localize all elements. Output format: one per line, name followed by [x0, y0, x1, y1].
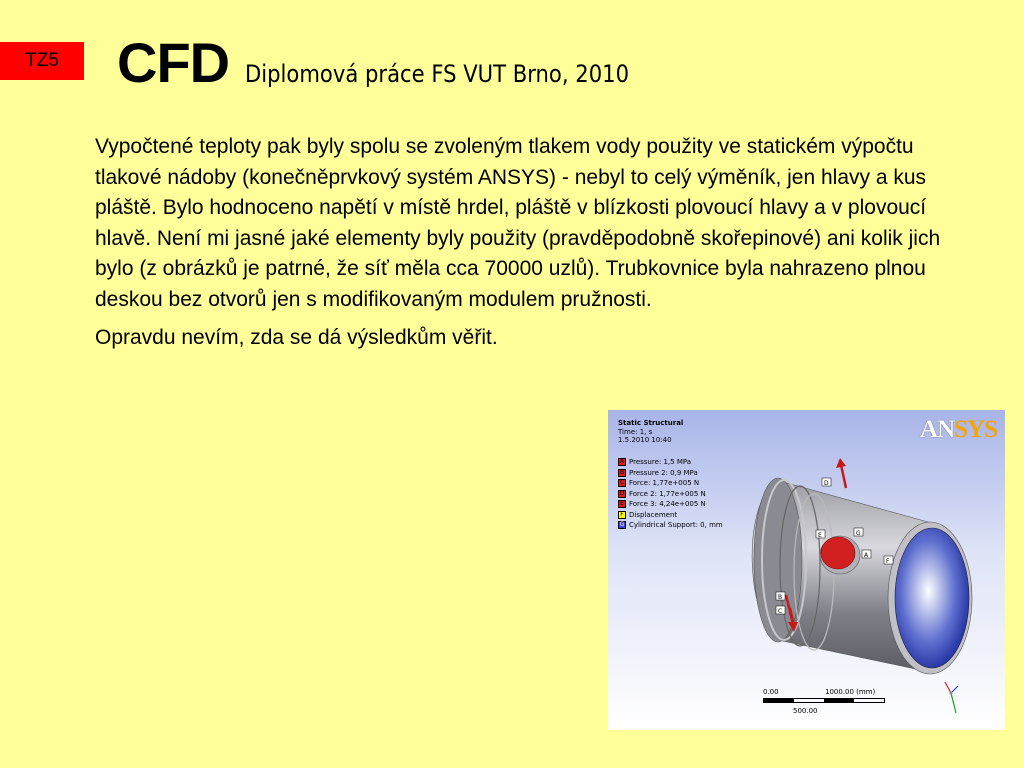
legend-swatch: G	[619, 521, 625, 528]
svg-text:A: A	[864, 552, 869, 559]
analysis-name: Static Structural	[618, 419, 684, 427]
svg-text:G: G	[856, 530, 861, 537]
legend-item: E Force 3: 4,24e+005 N	[618, 499, 723, 510]
legend-item: G Cylindrical Support: 0, mm	[619, 521, 723, 529]
svg-text:D: D	[824, 480, 829, 487]
legend-swatch: E	[618, 500, 626, 508]
slide-tag: TZ5	[0, 42, 84, 80]
paragraph-1: Vypočtené teploty pak byly spolu se zvoleným tlakem vody použity ve statickém výpočtu tlakové nádoby (konečněprvkový systém ANSYS) - nebyl to celý výměník, jen hlavy a kus pláště. Bylo hodnoceno napětí v místě hrdel, pláště v blízkosti plovoucí hlavy a v plovoucí hlavě. Není mi jasné jaké elementy byly použity (pravděpodobně skořepinové) ani kolik jich bylo (z obrázků je patrné, že síť měla cca 70000 uzlů). Trubkovnice byla nahrazeno plnou deskou bez otvorů jen s modifikovaným modulem pružnosti.	[95, 135, 941, 311]
paragraph-2: Opravdu nevím, zda se dá výsledkům věřit.	[95, 326, 498, 349]
slide-body	[95, 132, 975, 362]
slide-title	[117, 30, 682, 95]
title-subtitle: Diplomová práce FS VUT Brno, 2010	[245, 60, 630, 88]
analysis-time: Time: 1, s	[618, 427, 653, 436]
legend-item: F Displacement	[618, 510, 723, 521]
legend-item: B Pressure 2: 0,9 MPa	[619, 468, 698, 477]
legend-swatch: A	[619, 458, 625, 465]
vessel-model	[608, 410, 1005, 730]
scale-bar: 0.00 1000.00 (mm) 500.00	[763, 688, 923, 718]
legend-swatch: C	[619, 479, 625, 486]
svg-text:C: C	[778, 608, 783, 615]
analysis-date: 1.5.2010 10:40	[618, 436, 672, 444]
legend-item: C Force: 1,77e+005 N	[619, 479, 700, 487]
legend-swatch: F	[618, 511, 626, 519]
ansys-logo: ANSYS	[920, 416, 997, 443]
axis-triad	[945, 682, 958, 713]
svg-text:E: E	[818, 532, 822, 539]
title-main: CFD	[117, 31, 230, 94]
svg-text:B: B	[778, 594, 783, 601]
legend-swatch: D	[619, 489, 625, 497]
ansys-screenshot	[608, 410, 1005, 730]
legend-swatch: B	[619, 468, 625, 476]
legend-item: A Pressure: 1,5 MPa	[619, 458, 692, 466]
legend-item: D Force 2: 1,77e+005 N	[619, 489, 706, 498]
svg-text:F: F	[886, 558, 890, 565]
